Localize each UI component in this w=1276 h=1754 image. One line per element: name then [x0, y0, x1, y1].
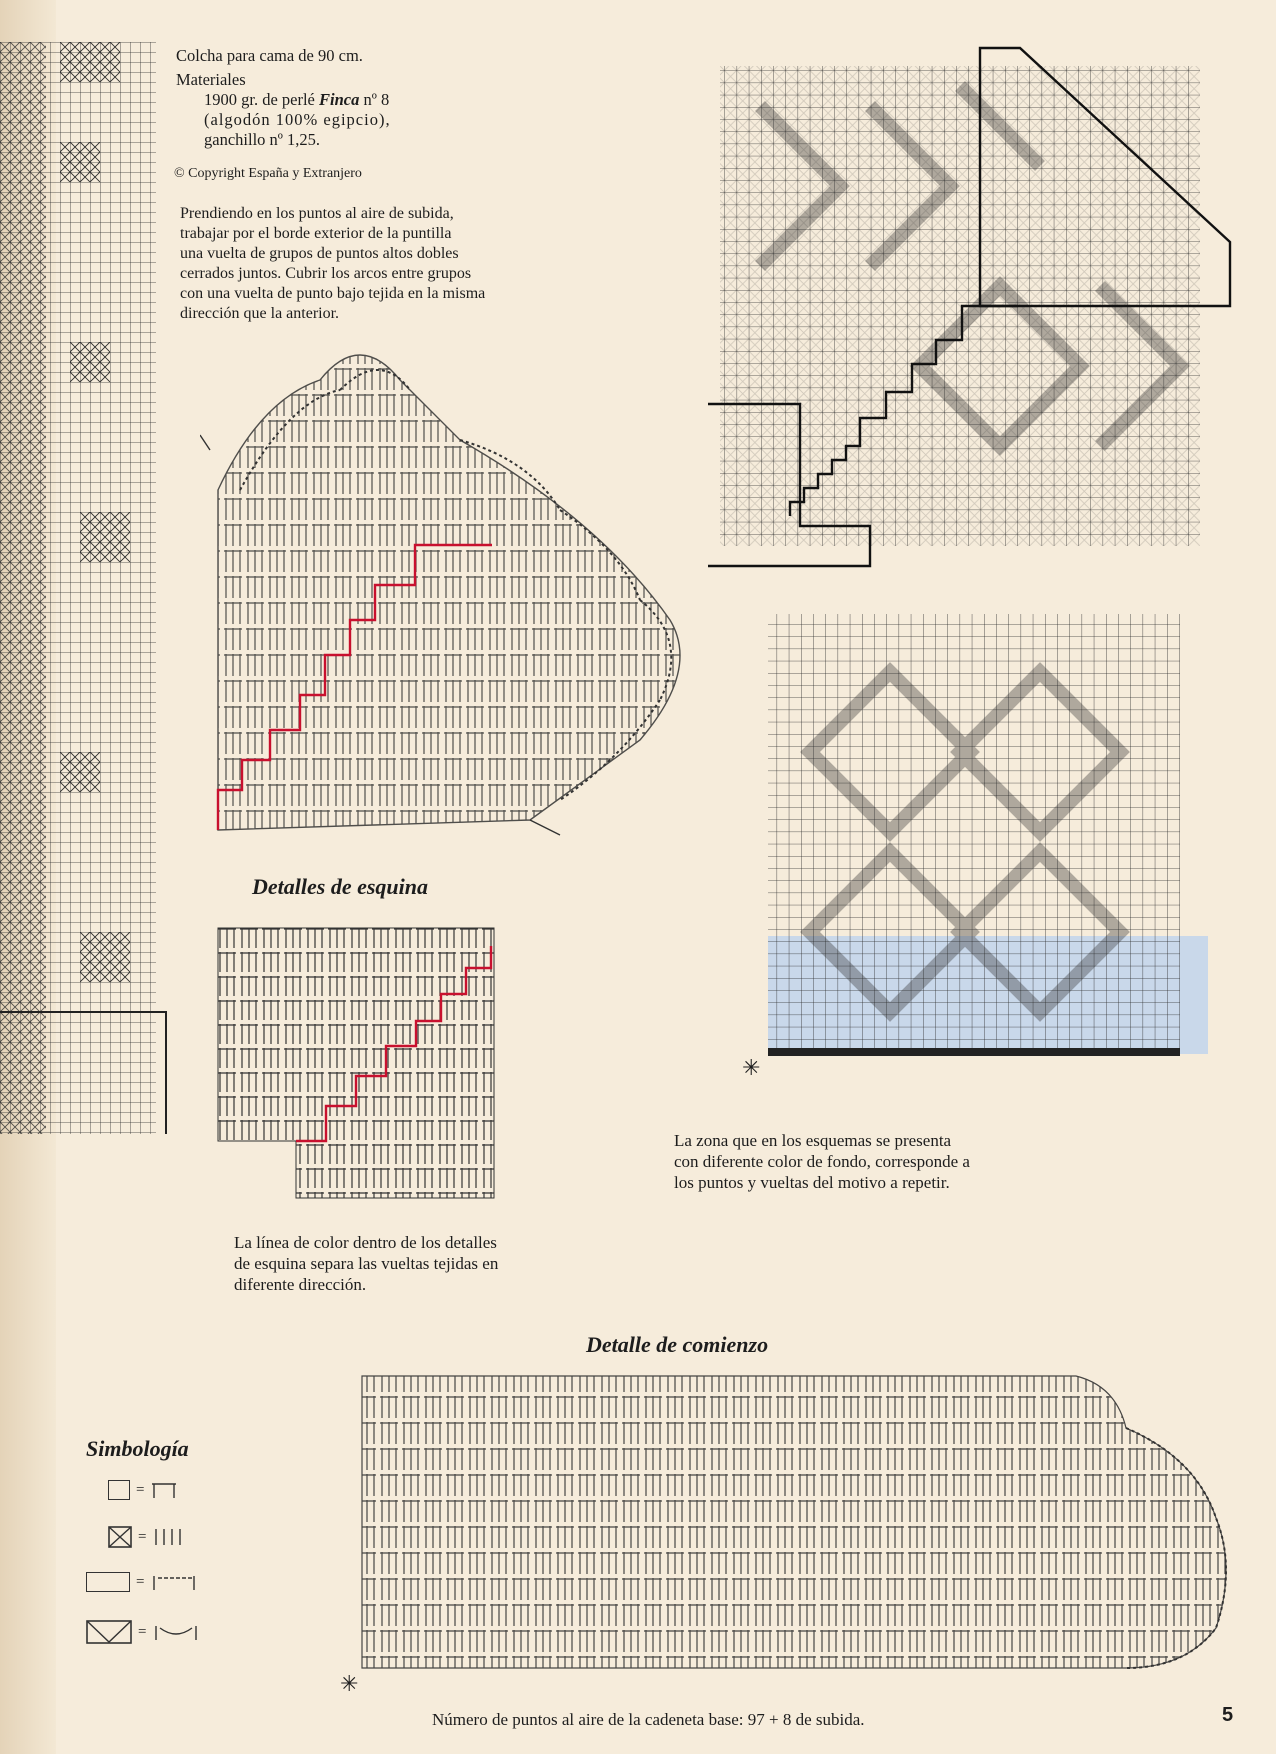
- legend-equals: =: [138, 1528, 147, 1545]
- legend-item: [108, 1480, 180, 1500]
- materials-line-2: (algodón 100% egipcio),: [204, 110, 391, 129]
- corner-title: Detalles de esquina: [252, 874, 428, 899]
- start-crochet-diagram: [356, 1368, 1236, 1698]
- note-line: diferente dirección.: [234, 1275, 367, 1294]
- copyright: © Copyright España y Extranjero: [174, 166, 362, 181]
- materials-yarn: 1900 gr. de perlé: [204, 90, 315, 109]
- crossed-square-icon: [108, 1526, 132, 1548]
- wide-rectangle-icon: [86, 1572, 130, 1592]
- note-line: de esquina separa las vueltas tejidas en: [234, 1254, 499, 1273]
- start-marker: ✳: [340, 1671, 359, 1696]
- legend-equals: =: [138, 1623, 147, 1640]
- yarn-size: nº 8: [363, 90, 390, 109]
- note-line: los puntos y vueltas del motivo a repetir.: [674, 1173, 950, 1192]
- left-filet-grid: [0, 42, 170, 1134]
- empty-square-icon: [108, 1480, 130, 1500]
- legend-item: [86, 1620, 202, 1644]
- note-line: La zona que en los esquemas se presenta: [674, 1131, 952, 1150]
- repeat-start-marker: ✳: [742, 1055, 761, 1080]
- materials-label: Materiales: [176, 70, 246, 89]
- corner-note: [234, 1232, 498, 1295]
- instruction-line: una vuelta de grupos de puntos altos dobles: [180, 245, 459, 262]
- stitch-symbol-icon: [150, 1572, 200, 1592]
- materials-line-1: [204, 90, 389, 110]
- legend-item: [86, 1572, 200, 1592]
- stitch-symbol-icon: [152, 1622, 202, 1642]
- instruction-line: dirección que la anterior.: [180, 305, 340, 322]
- page-number: 5: [1222, 1704, 1234, 1726]
- corner-detail-diagram: [216, 926, 496, 1202]
- note-line: con diferente color de fondo, corresponde a: [674, 1152, 970, 1171]
- legend-equals: =: [136, 1481, 145, 1498]
- instruction-line: Prendiendo en los puntos al aire de subida,: [180, 205, 454, 222]
- corner-crochet-diagram: [200, 340, 720, 850]
- note-line: La línea de color dentro de los detalles: [234, 1233, 497, 1252]
- legend-item: [108, 1526, 186, 1548]
- stitch-symbol-icon: [150, 1480, 180, 1500]
- repeat-note: [674, 1130, 970, 1193]
- stitch-symbol-icon: [152, 1527, 186, 1547]
- repeat-filet-chart: [740, 612, 1240, 1080]
- brand-name: Finca: [319, 90, 360, 109]
- v-rectangle-icon: [86, 1620, 132, 1644]
- project-title: Colcha para cama de 90 cm.: [176, 46, 363, 65]
- legend-equals: =: [136, 1573, 145, 1590]
- base-chain-note: Número de puntos al aire de la cadeneta base: 97 + 8 de subida.: [432, 1710, 865, 1729]
- legend-title: Simbología: [86, 1436, 189, 1461]
- materials-line-3: ganchillo nº 1,25.: [204, 130, 321, 149]
- instruction-line: con una vuelta de punto bajo tejida en la misma: [180, 285, 486, 302]
- instructions-block: [180, 204, 485, 324]
- instruction-line: trabajar por el borde exterior de la puntilla: [180, 225, 452, 242]
- start-title: Detalle de comienzo: [586, 1332, 769, 1357]
- corner-filet-chart: [700, 46, 1248, 576]
- instruction-line: cerrados juntos. Cubrir los arcos entre grupos: [180, 265, 472, 282]
